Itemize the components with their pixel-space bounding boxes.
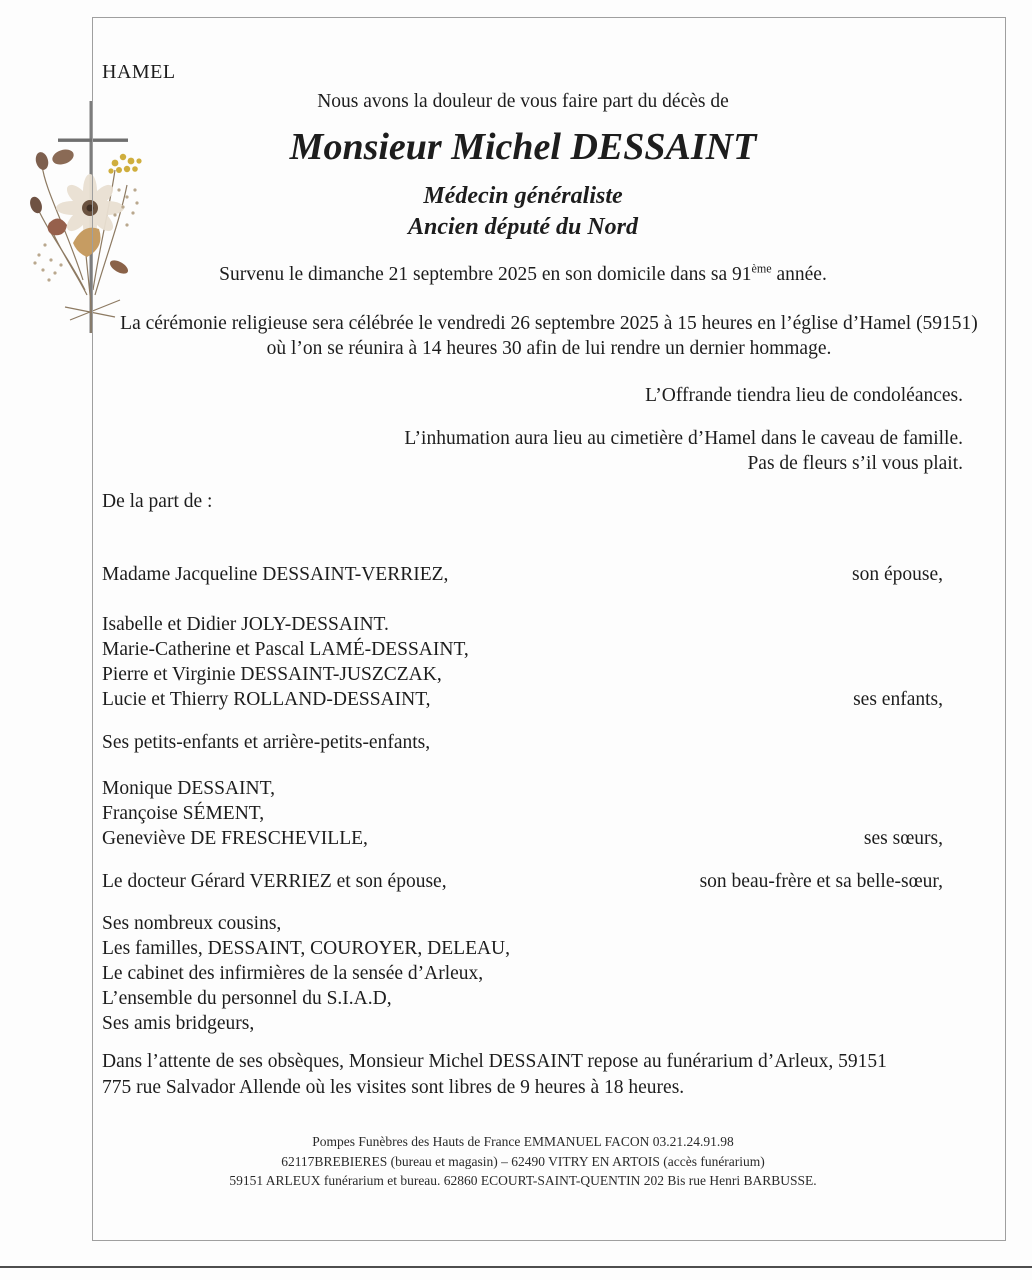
spouse-name: Madame Jacqueline DESSAINT-VERRIEZ, <box>102 564 449 585</box>
in-laws-row <box>102 869 943 894</box>
intro-line: Nous avons la douleur de vous faire part du décès de <box>317 91 729 112</box>
child-line: Pierre et Virginie DESSAINT-JUSZCZAK, <box>102 664 442 685</box>
in-laws-name: Le docteur Gérard VERRIEZ et son épouse, <box>102 871 447 892</box>
spouse-relation: son épouse, <box>852 564 943 585</box>
child-line: Marie-Catherine et Pascal LAMÉ-DESSAINT, <box>102 639 469 660</box>
footer-line2: 62117BREBIERES (bureau et magasin) – 62490 VITRY EN ARTOIS (accès funérarium) <box>281 1153 765 1169</box>
closing-paragraph <box>102 1049 965 1101</box>
footer-line1: Pompes Funèbres des Hauts de France EMMANUEL FACON 03.21.24.91.98 <box>312 1134 734 1149</box>
closing-line2: 775 rue Salvador Allende où les visites sont libres de 9 heures à 18 heures. <box>102 1077 685 1098</box>
others-line: Ses amis bridgeurs, <box>102 1013 255 1034</box>
in-laws-relation: son beau-frère et sa belle-sœur, <box>699 871 943 892</box>
deceased-former-role: Ancien député du Nord <box>407 214 638 240</box>
death-date-ordinal: ème <box>751 261 772 276</box>
sister-line: Françoise SÉMENT, <box>102 803 265 824</box>
sister-line: Geneviève DE FRESCHEVILLE, <box>102 828 368 849</box>
child-line: Lucie et Thierry ROLLAND-DESSAINT, <box>102 689 431 710</box>
ceremony-line2: où l’on se réunira à 14 heures 30 afin de lui rendre un dernier hommage. <box>266 338 832 359</box>
others-line: Les familles, DESSAINT, COUROYER, DELEAU, <box>102 938 511 959</box>
others-line: L’ensemble du personnel du S.I.A.D, <box>102 988 392 1009</box>
funeral-home-footer <box>93 1132 953 1191</box>
spouse-row <box>102 562 943 587</box>
closing-line1: Dans l’attente de ses obsèques, Monsieur Michel DESSAINT repose au funérarium d’Arleux, 59151 <box>102 1051 887 1072</box>
death-date-part1: Survenu le dimanche 21 septembre 2025 en son domicile dans sa 91 <box>219 264 752 285</box>
sisters-relation: ses sœurs, <box>863 828 943 849</box>
children-group <box>102 612 943 712</box>
children-relation: ses enfants, <box>853 689 943 710</box>
grandchildren-line: Ses petits-enfants et arrière-petits-enfants, <box>102 732 431 753</box>
document-border <box>92 17 1006 1241</box>
commune-name: HAMEL <box>102 61 176 83</box>
others-line: Le cabinet des infirmières de la sensée d’Arleux, <box>102 963 484 984</box>
sisters-group <box>102 776 943 851</box>
others-group <box>102 911 943 1036</box>
others-line: Ses nombreux cousins, <box>102 913 282 934</box>
burial-line2: Pas de fleurs s’il vous plait. <box>747 453 963 474</box>
death-date-line <box>93 262 953 287</box>
burial-paragraph <box>102 426 963 476</box>
from-label: De la part de : <box>102 491 213 512</box>
ceremony-paragraph <box>99 311 999 361</box>
deceased-profession: Médecin généraliste <box>423 183 623 209</box>
burial-line1: L’inhumation aura lieu au cimetière d’Hamel dans le caveau de famille. <box>404 428 963 449</box>
scan-edge-line <box>0 1266 1032 1268</box>
ceremony-line1: La cérémonie religieuse sera célébrée le vendredi 26 septembre 2025 à 15 heures en l’église d’Hamel (59151) <box>120 313 978 334</box>
child-line-with-relation <box>102 687 943 712</box>
footer-line3: 59151 ARLEUX funérarium et bureau. 62860 ECOURT-SAINT-QUENTIN 202 Bis rue Henri BARBUSSE. <box>229 1173 817 1188</box>
sister-line: Monique DESSAINT, <box>102 778 275 799</box>
death-date-part2: année. <box>771 264 827 285</box>
offering-line: L’Offrande tiendra lieu de condoléances. <box>645 385 963 406</box>
sister-line-with-relation <box>102 826 943 851</box>
child-line: Isabelle et Didier JOLY-DESSAINT. <box>102 614 389 635</box>
deceased-name-title: Monsieur Michel DESSAINT <box>289 126 757 168</box>
